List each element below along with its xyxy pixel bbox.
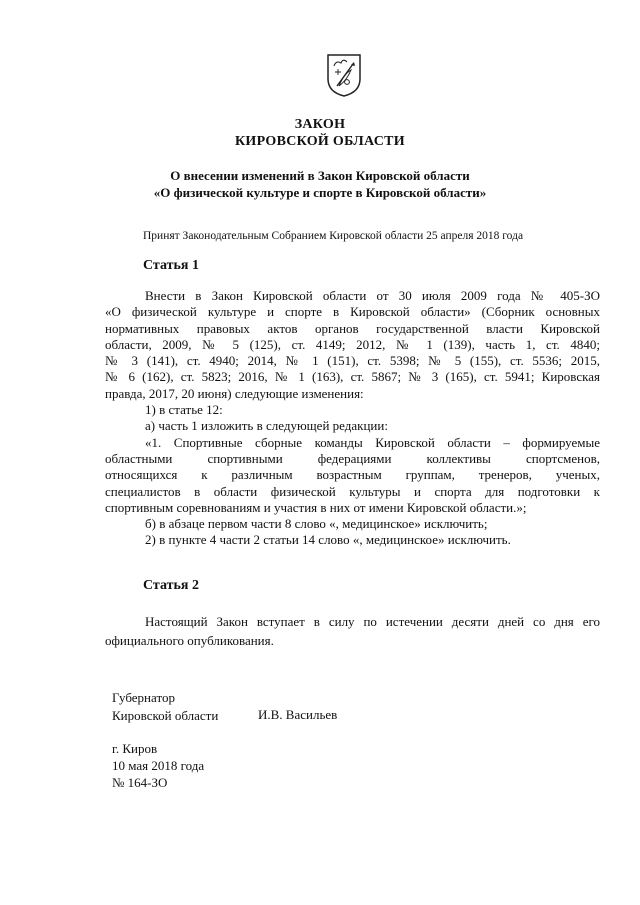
article-1-body bbox=[105, 288, 600, 549]
article-1-title: Статья 1 bbox=[143, 258, 199, 273]
article-1-line: № 6 (162), ст. 5823; 2016, № 1 (163), ст. 5867; № 3 (165), ст. 5941; Кировская bbox=[105, 369, 600, 385]
article-1-line: «1. Спортивные сборные команды Кировской области – формируемые bbox=[145, 434, 600, 450]
article-1-line: «О физической культуре и спорте в Кировской области» (Сборник основных bbox=[105, 304, 600, 320]
coat-of-arms-icon bbox=[325, 52, 363, 98]
law-subject-line-1: О внесении изменений в Закон Кировской области bbox=[170, 168, 470, 183]
article-2-line: Настоящий Закон вступает в силу по истечении десяти дней со дня его bbox=[145, 614, 600, 629]
signing-date: 10 мая 2018 года bbox=[112, 758, 205, 773]
document-type: ЗАКОН bbox=[294, 117, 346, 132]
article-2-body bbox=[105, 612, 600, 650]
law-number: № 164-ЗО bbox=[112, 775, 168, 790]
article-1-line: относящихся к различным возрастным группам, тренеров, ученых, bbox=[105, 467, 600, 483]
article-1-line: специалистов в области физической культуры и спорта для подготовки к bbox=[105, 483, 600, 499]
law-subject-line-2: «О физической культуре и спорте в Кировской области» bbox=[153, 185, 487, 200]
city: г. Киров bbox=[112, 741, 158, 756]
article-1-line: № 3 (141), ст. 4940; 2014, № 1 (151), ст. 5398; № 5 (155), ст. 5536; 2015, bbox=[105, 353, 600, 369]
place-date-block bbox=[112, 740, 204, 791]
article-1-line: правда, 2017, 20 июня) следующие изменения: bbox=[105, 385, 364, 401]
article-1-line: областными спортивными федерациями коллективы спортсменов, bbox=[105, 450, 600, 466]
article-1-line: б) в абзаце первом части 8 слово «, медицинское» исключить; bbox=[145, 516, 488, 532]
article-1-line: спортивным соревнованиям и участия в них от имени Кировской области.»; bbox=[105, 499, 527, 515]
signatory-position-line-2: Кировской области bbox=[112, 708, 219, 723]
article-2-title: Статья 2 bbox=[143, 578, 199, 593]
article-1-line: нормативных правовых актов органов государственной власти Кировской bbox=[105, 320, 600, 336]
signatory-position-line-1: Губернатор bbox=[112, 690, 175, 705]
region-title: КИРОВСКОЙ ОБЛАСТИ bbox=[234, 134, 405, 149]
signatory-name: И.В. Васильев bbox=[258, 707, 338, 722]
article-1-line: 1) в статье 12: bbox=[145, 402, 223, 418]
article-1-line: Внести в Закон Кировской области от 30 июля 2009 года № 405-ЗО bbox=[145, 288, 600, 303]
adoption-note: Принят Законодательным Собранием Кировской области 25 апреля 2018 года bbox=[143, 230, 524, 242]
article-2-line: официального опубликования. bbox=[105, 633, 274, 648]
article-1-line: области, 2009, № 5 (125), ст. 4149; 2012, № 1 (139), часть 1, ст. 4840; bbox=[105, 336, 600, 352]
article-1-line: 2) в пункте 4 части 2 статьи 14 слово «, медицинское» исключить. bbox=[145, 532, 511, 548]
article-1-line: а) часть 1 изложить в следующей редакции: bbox=[145, 418, 388, 434]
